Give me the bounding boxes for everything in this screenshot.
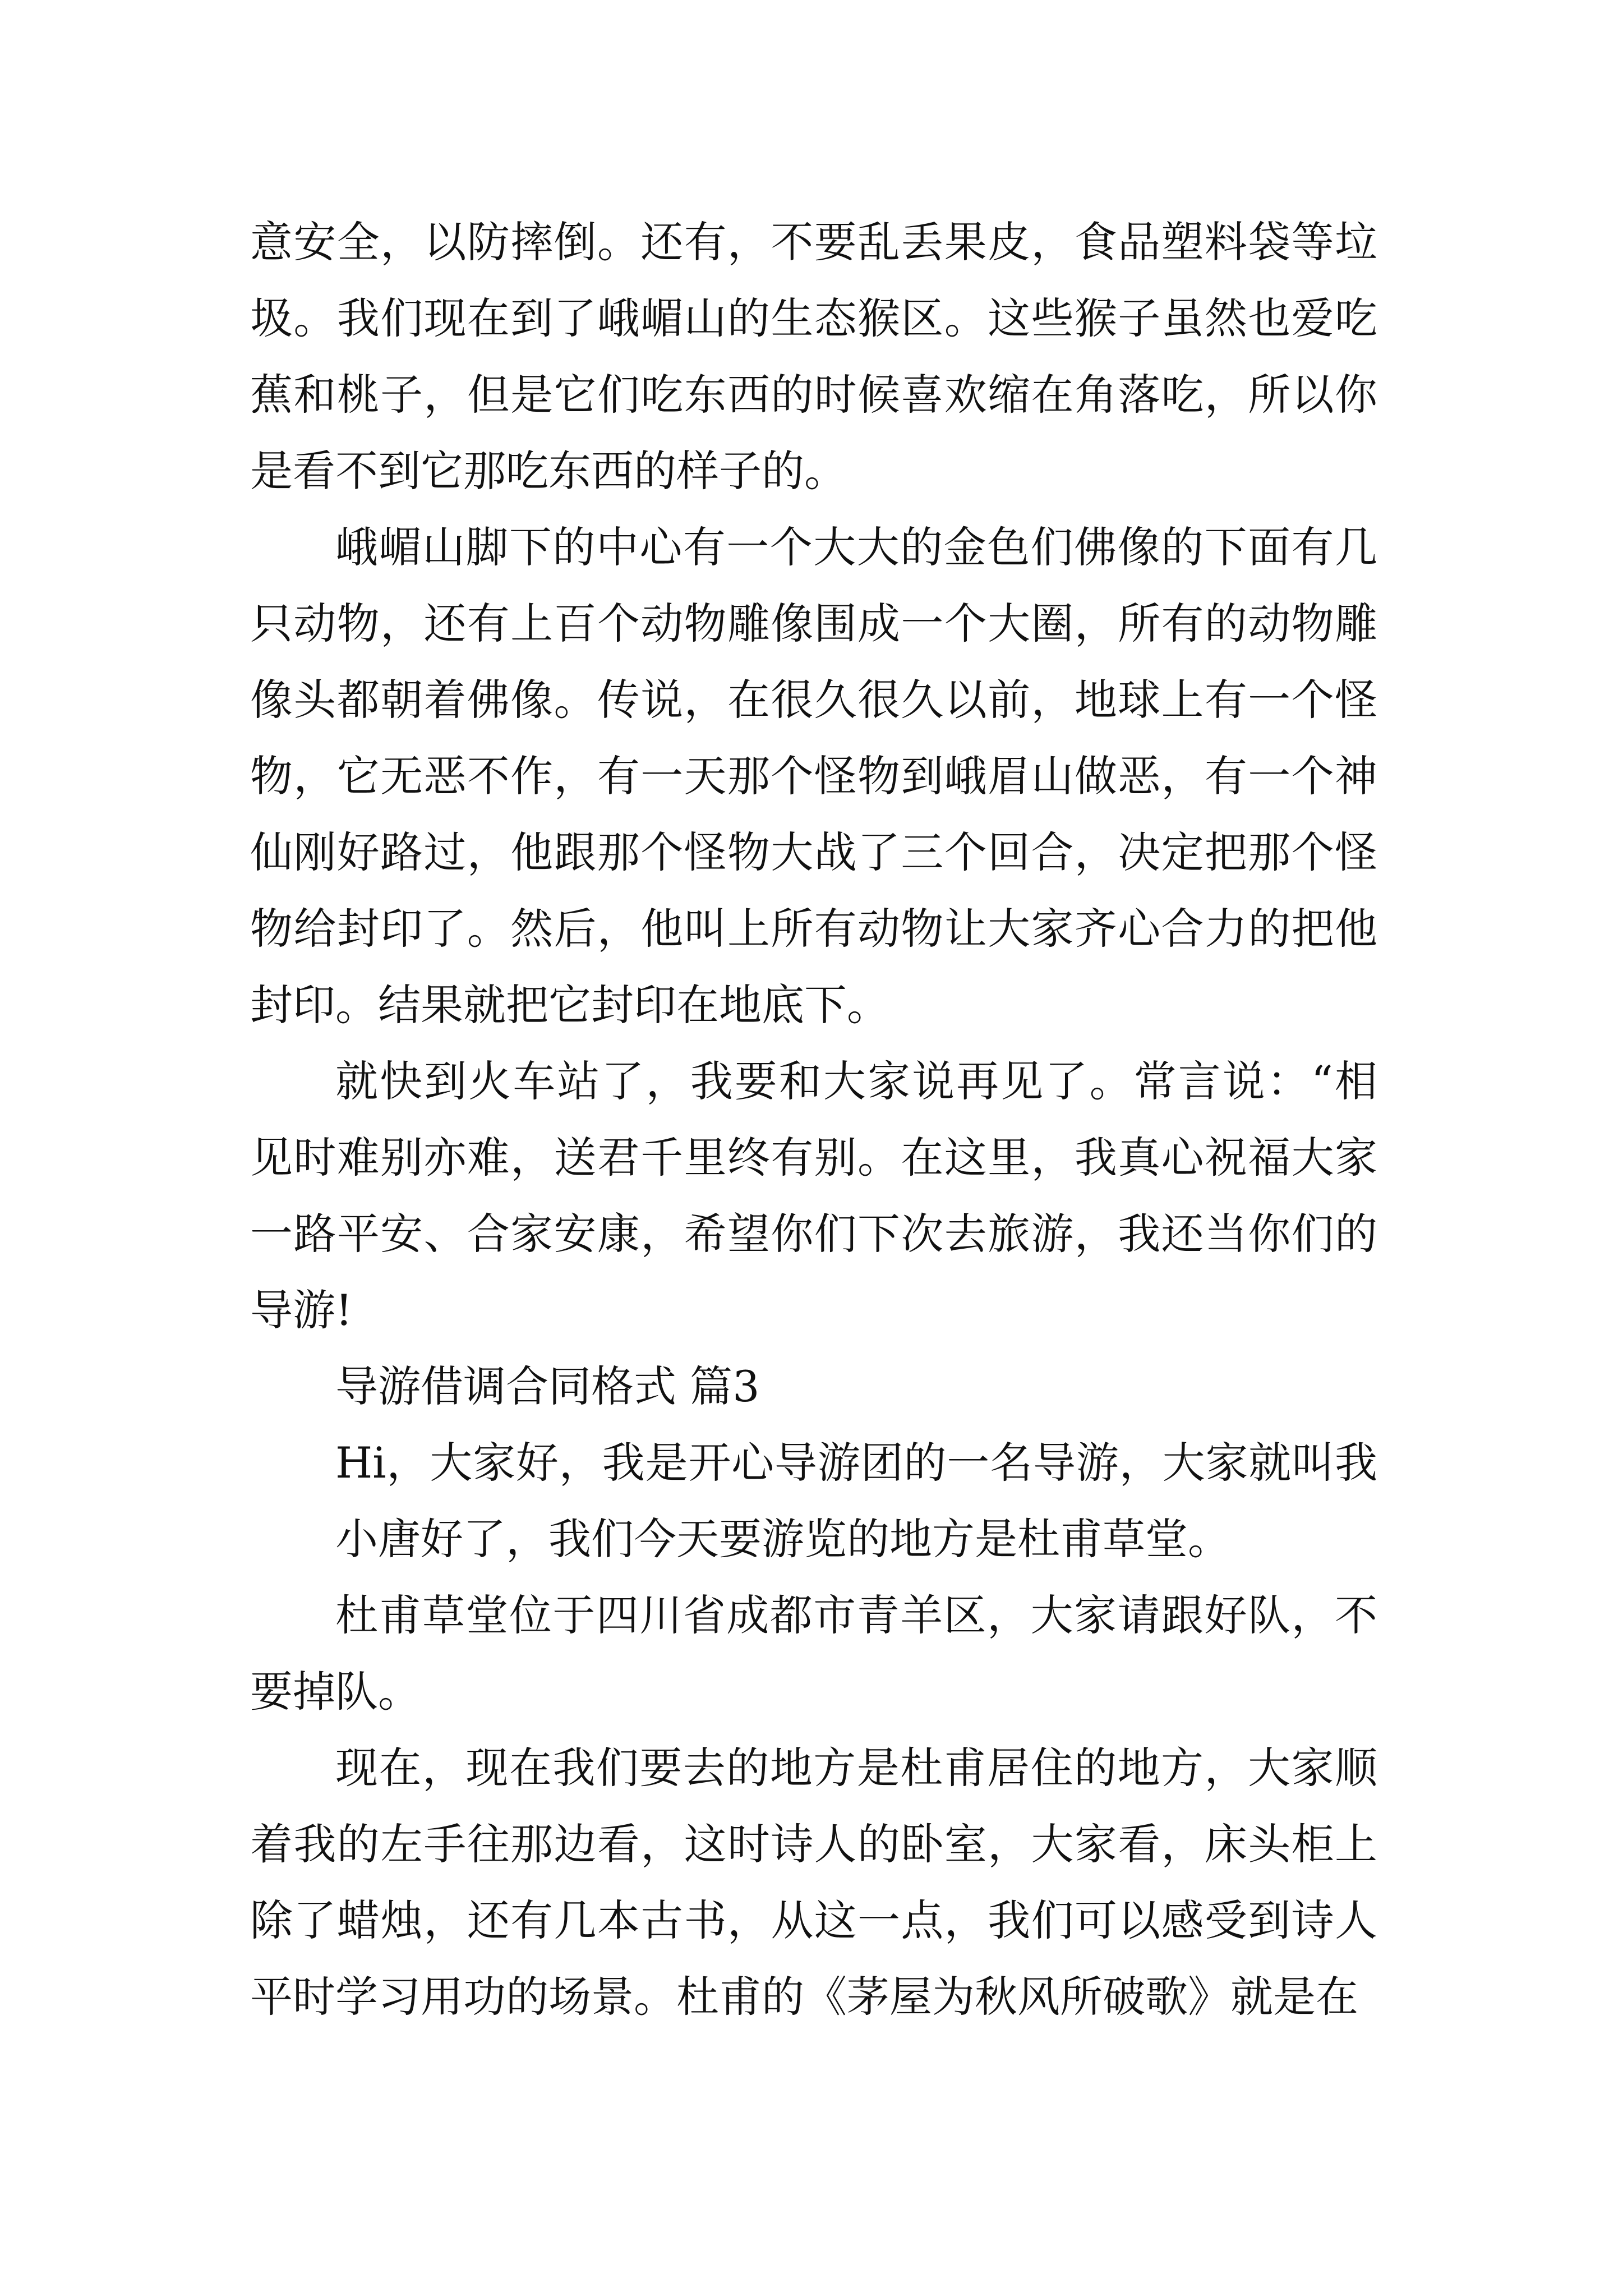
paragraph-continuation: 意安全，以防摔倒。还有，不要乱丢果皮，食品塑料袋等垃圾。我们现在到了峨嵋山的生态猴区。这些猴子虽然也爱吃蕉和桃子，但是它们吃东西的时候喜欢缩在角落吃，所以你是看不到它那吃东西的样子的。 bbox=[250, 217, 1377, 496]
paragraph-bedroom: 现在，现在我们要去的地方是杜甫居住的地方，大家顺着我的左手往那边看，这时诗人的卧室，大家看，床头柜上除了蜡烛，还有几本古书，从这一点，我们可以感受到诗人平时学习用功的场景。杜甫的《茅屋为秋风所破歌》就是在 bbox=[250, 1743, 1377, 2022]
section-heading: 导游借调合同格式 篇3 bbox=[335, 1361, 760, 1411]
paragraph-location: 杜甫草堂位于四川省成都市青羊区，大家请跟好队，不要掉队。 bbox=[250, 1590, 1377, 1717]
paragraph-farewell: 就快到火车站了，我要和大家说再见了。常言说：“相见时难别亦难，送君千里终有别。在这里，我真心祝福大家一路平安、合家安康，希望你们下次去旅游，我还当你们的导游! bbox=[250, 1056, 1377, 1335]
paragraph-greeting: Hi，大家好，我是开心导游团的一名导游，大家就叫我小唐好了，我们今天要游览的地方是杜甫草堂。 bbox=[335, 1438, 1377, 1564]
paragraph-emei-legend: 峨嵋山脚下的中心有一个大大的金色们佛像的下面有几只动物，还有上百个动物雕像围成一个大圈，所有的动物雕像头都朝着佛像。传说，在很久很久以前，地球上有一个怪物，它无恶不作，有一天那个怪物到峨眉山做恶，有一个神仙刚好路过，他跟那个怪物大战了三个回合，决定把那个怪物给封印了。然后，他叫上所有动物让大家齐心合力的把他封印。结果就把它封印在地底下。 bbox=[250, 522, 1377, 1030]
document-body bbox=[250, 204, 1377, 2035]
